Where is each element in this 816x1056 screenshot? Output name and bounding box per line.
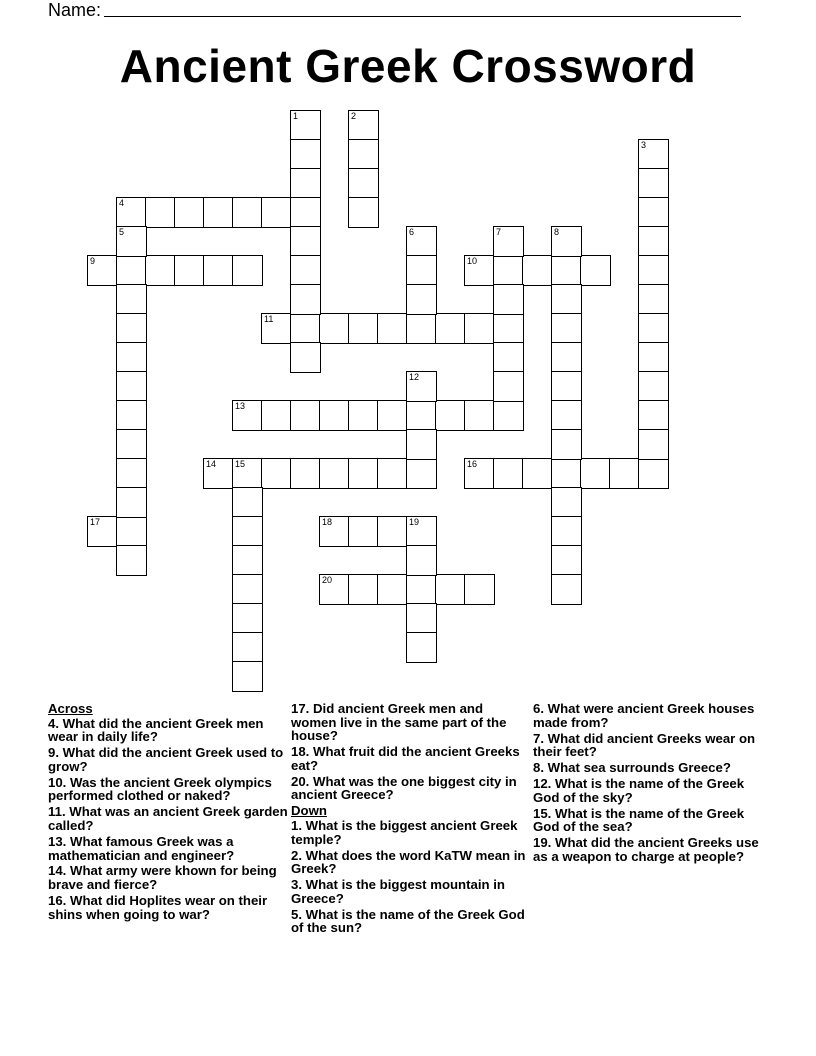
clue-text: What famous Greek was a mathematician and engineer? [48,833,235,863]
crossword-cell[interactable] [638,168,669,199]
crossword-cell[interactable] [406,226,437,257]
crossword-cell[interactable] [319,458,350,489]
crossword-cell[interactable] [493,400,524,431]
clue-number-label: 15 [235,459,246,469]
crossword-cell[interactable] [638,284,669,315]
crossword-cell[interactable] [638,400,669,431]
crossword-cell[interactable] [551,487,582,518]
clue-across-10 [48,776,288,803]
crossword-cell[interactable] [116,400,147,431]
crossword-cell[interactable] [348,313,379,344]
clue-number: 18. [291,744,310,760]
crossword-cell[interactable] [348,574,379,605]
clue-text: What does the word KaTW mean in Greek? [291,847,526,877]
clue-number: 1. [291,817,302,833]
crossword-cell[interactable] [348,458,379,489]
crossword-cell[interactable] [377,574,408,605]
crossword-cell[interactable] [638,255,669,286]
crossword-cell[interactable] [638,371,669,402]
clue-across-11 [48,805,288,832]
clue-number-label: 13 [235,401,246,411]
crossword-cell[interactable] [580,458,611,489]
clue-number: 12. [533,776,552,792]
crossword-cell[interactable] [551,429,582,460]
clue-text: What did the ancient Greek men wear in daily life? [48,715,264,745]
crossword-cell[interactable] [551,371,582,402]
crossword-cell[interactable] [551,545,582,576]
crossword-cell[interactable] [116,197,147,228]
clue-number: 19. [533,835,552,851]
crossword-cell[interactable] [87,516,118,547]
crossword-cell[interactable] [116,255,147,286]
clue-number: 3. [291,877,302,893]
clue-number-label: 11 [264,314,274,324]
crossword-cell[interactable] [493,284,524,315]
crossword-cell[interactable] [377,458,408,489]
crossword-cell[interactable] [493,342,524,373]
crossword-cell[interactable] [145,197,176,228]
crossword-cell[interactable] [290,255,321,286]
crossword-cell[interactable] [232,458,263,489]
crossword-cell[interactable] [638,458,669,489]
clue-number: 16. [48,893,67,909]
clue-number-label: 2 [351,111,357,121]
clue-down-7 [533,732,765,759]
crossword-cell[interactable] [290,400,321,431]
crossword-cell[interactable] [580,255,611,286]
clue-across-9 [48,746,288,773]
crossword-cell[interactable] [638,139,669,170]
crossword-cell[interactable] [406,632,437,663]
crossword-cell[interactable] [435,400,466,431]
clue-number-label: 12 [409,372,420,382]
clue-across-20 [291,775,531,802]
clue-down-8 [533,761,765,775]
clue-number-label: 4 [119,198,125,208]
crossword-cell[interactable] [522,458,553,489]
crossword-cell[interactable] [406,516,437,547]
clue-number: 5. [291,906,302,922]
crossword-cell[interactable] [290,458,321,489]
crossword-cell[interactable] [348,110,379,141]
crossword-cell[interactable] [464,313,495,344]
crossword-cell[interactable] [551,226,582,257]
crossword-cell[interactable] [116,487,147,518]
crossword-cell[interactable] [261,400,292,431]
clue-across-4 [48,717,288,744]
crossword-cell[interactable] [551,342,582,373]
clue-text: What is the name of the Greek God of the sky? [533,776,745,805]
clue-number: 15. [533,805,552,821]
crossword-cell[interactable] [638,197,669,228]
clue-text: Did ancient Greek men and women live in the same part of the house? [291,701,507,744]
crossword-cell[interactable] [464,574,495,605]
crossword-cell[interactable] [493,371,524,402]
clue-number-label: 18 [322,517,333,527]
crossword-cell[interactable] [116,313,147,344]
clue-across-18 [291,745,531,772]
clue-number-label: 6 [409,227,415,237]
clue-text: What is the name of the Greek God of the sun? [291,906,525,936]
clue-number: 20. [291,773,310,789]
clue-text: What fruit did the ancient Greeks eat? [291,744,520,773]
crossword-cell[interactable] [232,632,263,663]
clue-text: What did ancient Greeks wear on their feet? [533,730,756,760]
crossword-cell[interactable] [232,400,263,431]
crossword-cell[interactable] [377,516,408,547]
crossword-cell[interactable] [406,574,437,605]
crossword-cell[interactable] [638,313,669,344]
clue-text: What is the biggest mountain in Greece? [291,877,505,906]
clue-text: What is the biggest ancient Greek temple? [291,817,518,847]
clue-down-6 [533,702,765,729]
crossword-cell[interactable] [319,516,350,547]
clue-down-15 [533,807,765,834]
crossword-cell[interactable] [203,255,234,286]
crossword-cell[interactable] [290,313,321,344]
clue-number-label: 19 [409,517,420,527]
crossword-cell[interactable] [551,516,582,547]
clues-column-2 [291,702,531,937]
clue-across-13 [48,835,288,862]
crossword-cell[interactable] [406,255,437,286]
crossword-cell[interactable] [435,574,466,605]
crossword-cell[interactable] [551,255,582,286]
clue-number-label: 17 [90,517,101,527]
clue-number-label: 10 [467,256,478,266]
crossword-cell[interactable] [261,197,292,228]
crossword-cell[interactable] [406,545,437,576]
crossword-cell[interactable] [116,429,147,460]
crossword-cell[interactable] [348,400,379,431]
crossword-cell[interactable] [551,574,582,605]
clue-number: 13. [48,833,67,849]
crossword-cell[interactable] [406,400,437,431]
crossword-cell[interactable] [377,400,408,431]
crossword-cell[interactable] [116,342,147,373]
crossword-cell[interactable] [348,516,379,547]
clue-number: 10. [48,774,67,790]
crossword-cell[interactable] [203,197,234,228]
crossword-cell[interactable] [290,342,321,373]
crossword-cell[interactable] [232,545,263,576]
crossword-cell[interactable] [174,197,205,228]
crossword-cell[interactable] [116,458,147,489]
clue-number-label: 3 [641,140,647,150]
crossword-cell[interactable] [638,342,669,373]
clue-text: What sea surrounds Greece? [547,760,731,776]
clue-number: 2. [291,847,302,863]
name-write-line[interactable] [104,16,741,17]
down-heading: Down [291,803,327,819]
clue-number-label: 9 [90,256,96,266]
crossword-cell[interactable] [232,603,263,634]
crossword-cell[interactable] [319,400,350,431]
clues-column-3 [533,702,765,866]
clue-text: What was the one biggest city in ancient Greece? [291,773,517,803]
crossword-cell[interactable] [522,255,553,286]
clue-text: What did the ancient Greek used to grow? [48,745,284,774]
crossword-cell[interactable] [232,516,263,547]
across-heading: Across [48,701,93,716]
clue-number-label: 16 [467,459,478,469]
clues-column-1 [48,702,288,924]
crossword-cell[interactable] [406,284,437,315]
crossword-cell[interactable] [174,255,205,286]
crossword-cell[interactable] [464,400,495,431]
crossword-cell[interactable] [406,429,437,460]
crossword-cell[interactable] [551,400,582,431]
crossword-cell[interactable] [232,255,263,286]
clue-number: 9. [48,745,59,761]
clue-down-12 [533,777,765,804]
crossword-cell[interactable] [551,313,582,344]
clue-number: 4. [48,715,59,731]
clue-text: What is the name of the Greek God of the sea? [533,805,745,835]
crossword-cell[interactable] [377,313,408,344]
crossword-cell[interactable] [493,255,524,286]
clue-text: What army were khown for being brave and fierce? [48,863,277,893]
crossword-cell[interactable] [290,226,321,257]
crossword-cell[interactable] [232,661,263,692]
clue-across-17 [291,702,531,743]
clue-text: What did Hoplites wear on their shins when going to war? [48,893,268,922]
crossword-cell[interactable] [464,458,495,489]
clue-number-label: 14 [206,459,217,469]
name-label: Name: [48,0,102,20]
crossword-cell[interactable] [290,110,321,141]
crossword-cell[interactable] [406,313,437,344]
clue-number-label: 1 [293,111,299,121]
crossword-cell[interactable] [261,313,292,344]
crossword-cell[interactable] [290,139,321,170]
crossword-cell[interactable] [406,371,437,402]
clue-text: What were ancient Greek houses made from? [533,701,755,730]
clue-number-label: 5 [119,227,125,237]
crossword-cell[interactable] [116,516,147,547]
crossword-cell[interactable] [319,313,350,344]
clue-number: 11. [48,804,66,820]
crossword-cell[interactable] [551,284,582,315]
crossword-cell[interactable] [348,197,379,228]
clue-number: 17. [291,701,310,716]
crossword-cell[interactable] [638,226,669,257]
crossword-cell[interactable] [203,458,234,489]
crossword-cell[interactable] [638,429,669,460]
crossword-cell[interactable] [116,371,147,402]
crossword-cell[interactable] [493,313,524,344]
crossword-cell[interactable] [464,255,495,286]
clue-down-1 [291,819,531,846]
crossword-cell[interactable] [290,284,321,315]
crossword-cell[interactable] [348,139,379,170]
clue-down-3 [291,878,531,905]
crossword-cell[interactable] [232,574,263,605]
clue-across-16 [48,894,288,921]
crossword-cell[interactable] [232,487,263,518]
crossword-cell[interactable] [406,458,437,489]
crossword-cell[interactable] [319,574,350,605]
crossword-cell[interactable] [435,313,466,344]
crossword-cell[interactable] [116,284,147,315]
clue-down-2 [291,849,531,876]
crossword-cell[interactable] [290,168,321,199]
crossword-cell[interactable] [551,458,582,489]
clue-number-label: 8 [554,227,560,237]
clue-number-label: 20 [322,575,333,585]
crossword-cell[interactable] [87,255,118,286]
clue-number-label: 7 [496,227,502,237]
clue-number: 8. [533,760,544,776]
crossword-cell[interactable] [406,603,437,634]
crossword-cell[interactable] [493,458,524,489]
clue-across-14 [48,864,288,891]
clue-text: What was an ancient Greek garden called? [48,804,288,833]
crossword-cell[interactable] [116,545,147,576]
clue-number: 7. [533,730,544,746]
clue-text: What did the ancient Greeks use as a weapon to charge at people? [533,835,759,864]
clue-number: 14. [48,863,67,879]
crossword-cell[interactable] [145,255,176,286]
clue-down-19 [533,836,765,863]
crossword-cell[interactable] [348,168,379,199]
clue-text: Was the ancient Greek olympics performed clothed or naked? [48,774,272,804]
crossword-cell[interactable] [290,197,321,228]
crossword-cell[interactable] [116,226,147,257]
crossword-cell[interactable] [232,197,263,228]
crossword-cell[interactable] [261,458,292,489]
clue-down-5 [291,908,531,935]
crossword-cell[interactable] [493,226,524,257]
clue-number: 6. [533,701,544,716]
crossword-cell[interactable] [609,458,640,489]
page-title: Ancient Greek Crossword [119,40,697,92]
